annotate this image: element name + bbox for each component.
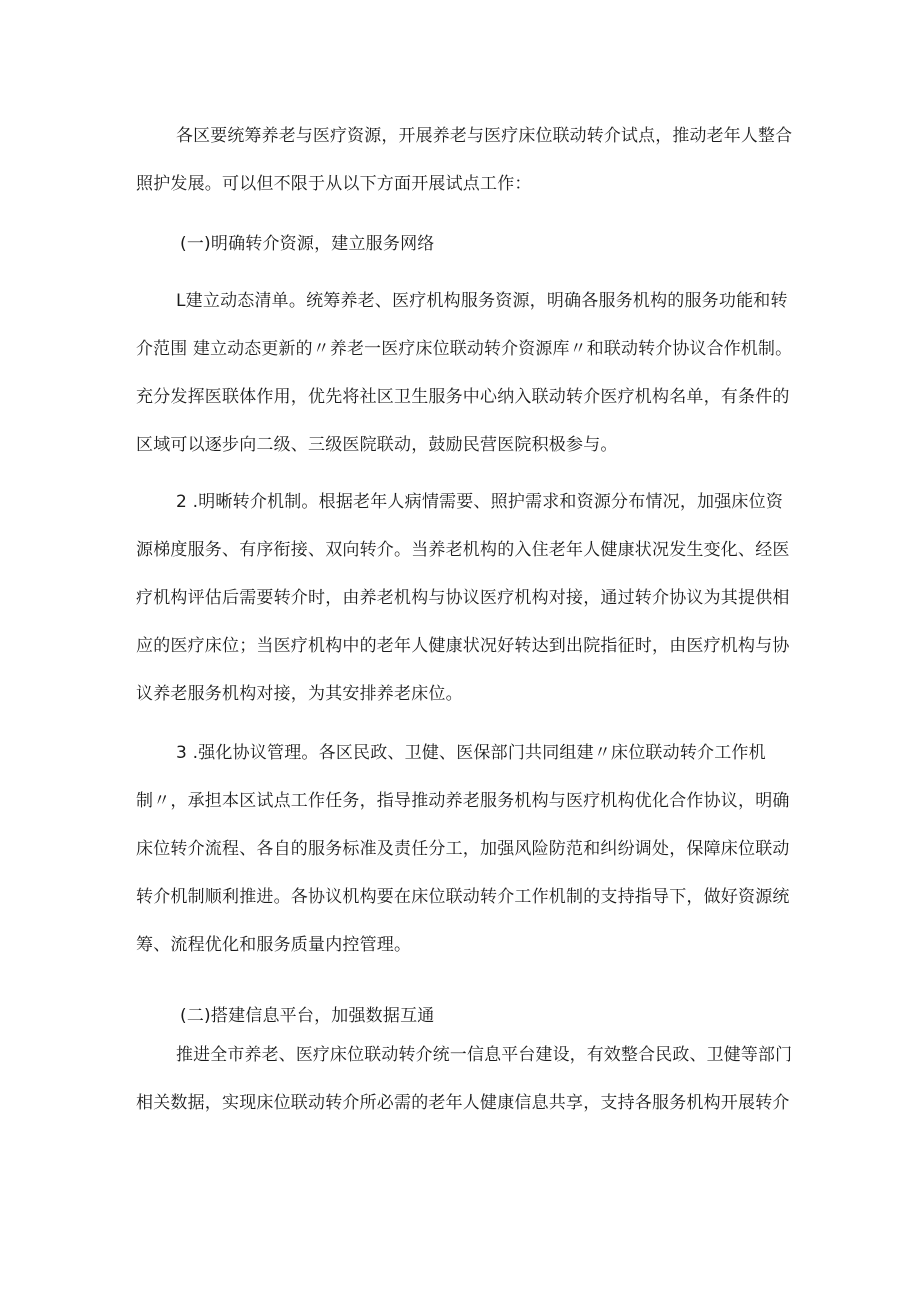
item-1-line-1: L建立动态清单。统筹养老、医疗机构服务资源，明确各服务机构的服务功能和转: [176, 291, 788, 311]
item-2-line-1: 2 .明晰转介机制。根据老年人病情需要、照护需求和资源分布情况，加强床位资: [176, 492, 784, 512]
item-3-line-3: 床位转介流程、各自的服务标准及责任分工，加强风险防范和纠纷调处，保障床位联动: [136, 839, 790, 859]
item-3-line-1: 3 .强化协议管理。各区民政、卫健、医保部门共同组建〃床位联动转介工作机: [176, 743, 766, 763]
item-2-line-4: 应的医疗床位；当医疗机构中的老年人健康状况好转达到出院指征时，由医疗机构与协: [136, 636, 790, 656]
item-1-line-3: 充分发挥医联体作用，优先将社区卫生服务中心纳入联动转介医疗机构名单，有条件的: [136, 387, 790, 407]
item-3-line-5: 筹、流程优化和服务质量内控管理。: [136, 935, 412, 955]
section-heading-1: (一)明确转介资源，建立服务网络: [180, 234, 435, 254]
item-3-line-4: 转介机制顺利推进。各协议机构要在床位联动转介工作机制的支持指导下，做好资源统: [136, 887, 790, 907]
item-1-line-2: 介范围 建立动态更新的〃养老一医疗床位联动转介资源库〃和联动转介协议合作机制。: [136, 339, 793, 359]
item-2-line-3: 疗机构评估后需要转介时，由养老机构与协议医疗机构对接，通过转介协议为其提供相: [136, 588, 790, 608]
item-2-line-5: 议养老服务机构对接，为其安排养老床位。: [136, 684, 463, 704]
item-3-line-2: 制〃，承担本区试点工作任务，指导推动养老服务机构与医疗机构优化合作协议，明确: [136, 791, 790, 811]
paragraph-platform-line-2: 相关数据，实现床位联动转介所必需的老年人健康信息共享，支持各服务机构开展转介: [136, 1093, 790, 1113]
paragraph-intro-line-1: 各区要统筹养老与医疗资源，开展养老与医疗床位联动转介试点，推动老年人整合: [176, 126, 793, 146]
paragraph-platform-line-1: 推进全市养老、医疗床位联动转介统一信息平台建设，有效整合民政、卫健等部门: [176, 1045, 793, 1065]
paragraph-intro-line-2: 照护发展。可以但不限于从以下方面开展试点工作：: [136, 174, 532, 194]
item-1-line-4: 区域可以逐步向二级、三级医院联动，鼓励民营医院积极参与。: [136, 435, 618, 455]
section-heading-2: (二)搭建信息平台，加强数据互通: [180, 1006, 435, 1026]
item-2-line-2: 源梯度服务、有序衔接、双向转介。当养老机构的入住老年人健康状况发生变化、经医: [136, 540, 790, 560]
